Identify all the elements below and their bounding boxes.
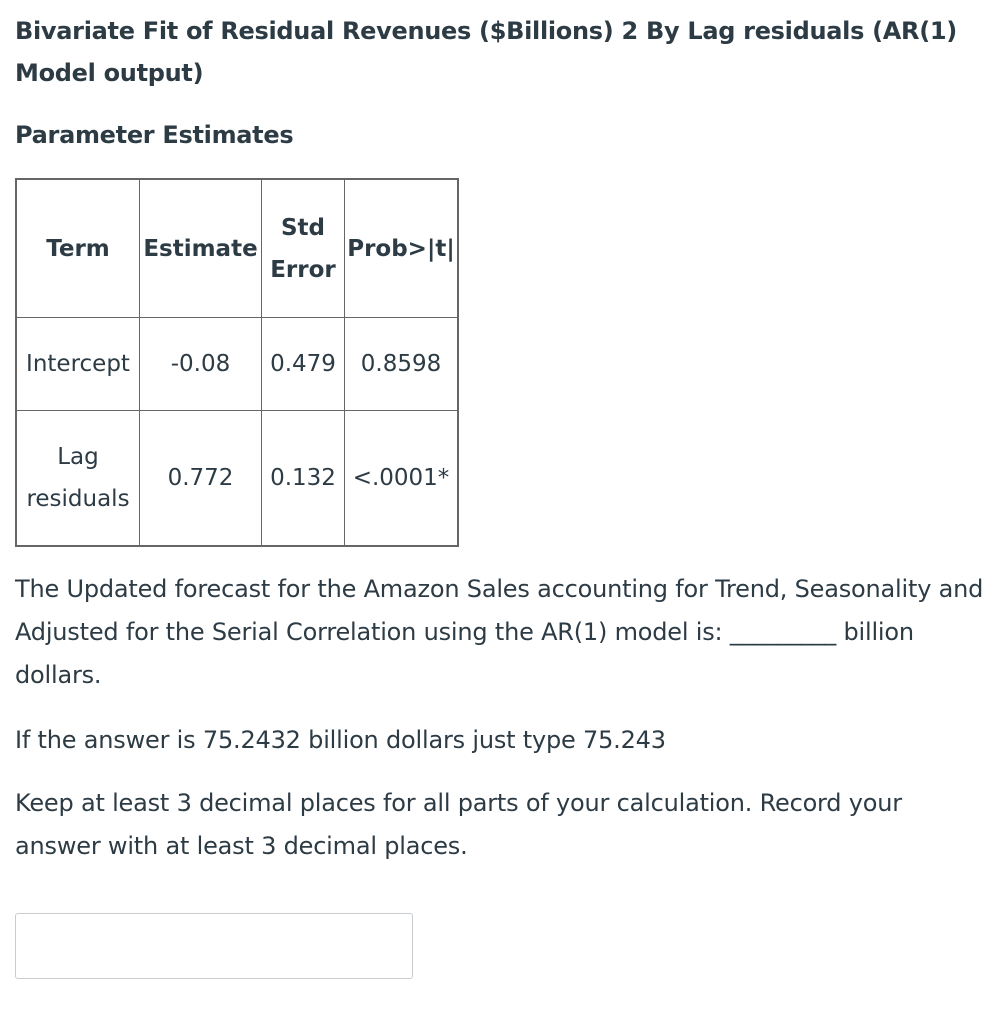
table-row (16, 318, 458, 411)
answer-format-example: If the answer is 75.2432 billion dollars just type 75.243 (15, 726, 666, 754)
precision-instructions: Keep at least 3 decimal places for all parts of your calculation. Record your answer with at least 3 decimal places. (15, 789, 902, 860)
header-term: Term (16, 179, 140, 318)
cell-term: Intercept (16, 318, 140, 411)
cell-estimate: -0.08 (140, 318, 262, 411)
header-prob: Prob>|t| (345, 179, 459, 318)
header-estimate: Estimate (140, 179, 262, 318)
table-row (16, 411, 458, 547)
question-text: The Updated forecast for the Amazon Sales accounting for Trend, Seasonality and Adjusted for the Serial Correlation using the AR(1) model is: _________ billion dollars. (15, 575, 984, 689)
question-content (15, 10, 985, 860)
cell-estimate: 0.772 (140, 411, 262, 547)
parameter-estimates-table (15, 178, 459, 547)
cell-prob: 0.8598 (345, 318, 459, 411)
cell-term: Lag residuals (16, 411, 140, 547)
cell-prob: <.0001* (345, 411, 459, 547)
header-std-error: Std Error (262, 179, 345, 318)
table-header-row (16, 179, 458, 318)
parameter-estimates-heading: Parameter Estimates (15, 121, 294, 149)
answer-input[interactable] (15, 913, 413, 979)
cell-std-error: 0.479 (262, 318, 345, 411)
output-title: Bivariate Fit of Residual Revenues ($Billions) 2 By Lag residuals (AR(1) Model output) (15, 17, 957, 87)
cell-std-error: 0.132 (262, 411, 345, 547)
